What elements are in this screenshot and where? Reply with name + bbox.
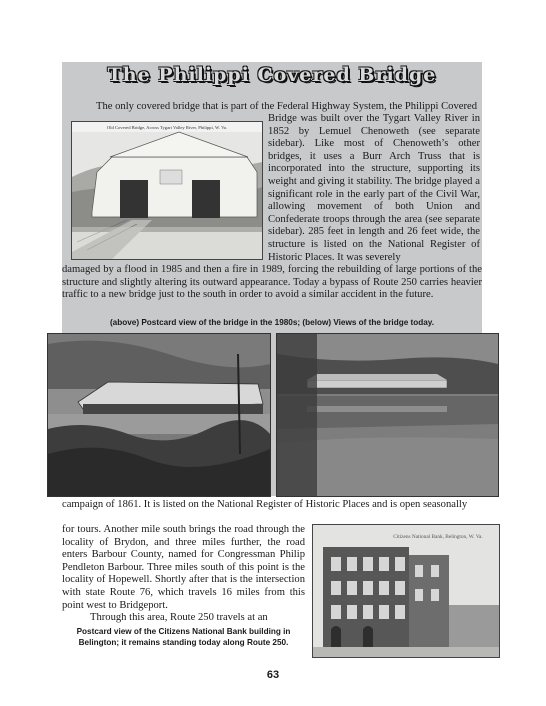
sidebar-wrap-text: Bridge was built over the Tygart Valley River in 1852 by Lemuel Chenoweth (see separate sidebar). Like most of Chenoweth’s other bridges, it uses a Burr Arch Truss that is incorporated into the structure, supporting its weight and giving it stability. The bridge played a significant role in the early part of the Civil War, allowing movement of both Union and Confederate troops through the area (see separate sidebar). 285 feet in length and 26 feet wide, the structure is listed on the National Register of Historic Places. It was severely [268,113,480,263]
body-paragraph-left: for tours. Another mile south brings the road through the locality of Brydon, and three miles further, the road enters Barbour County, named for Congressman Philip Pendleton Barbour. Three miles south of this point is the locality of Hopewell. Shortly after that is the intersection with state Route 76, which travels 16 miles from this point west to Bridgeport. Through this area, Route 250 travels at an [62,524,305,624]
bridge-photo-right [276,333,499,497]
page-title: The Philippi Covered Bridge [107,64,437,86]
body-paragraph-continued: campaign of 1861. It is listed on the National Register of Historic Places and is open seasonally [62,499,468,510]
bridge-photo-left [47,333,271,497]
sidebar-intro-line: The only covered bridge that is part of the Federal Highway System, the Philippi Covered [96,101,477,112]
page-number: 63 [266,669,280,681]
bank-postcard-image [312,524,500,658]
bank-caption: Postcard view of the Citizens National Bank building in Belington; it remains standing today along Route 250. [76,627,291,647]
sidebar-full-text: damaged by a flood in 1985 and then a fire in 1989, forcing the rebuilding of large portions of the structure and slightly altering its outward appearance. Today a bypass of Route 250 carries heavier traffic to a new bridge just to the south in order to avoid a similar accident in the future. [62,264,482,301]
photo-caption: (above) Postcard view of the bridge in the 1980s; (below) Views of the bridge today. [109,318,435,327]
postcard-caption-text: Old Covered Bridge, Across Tygart Valley River, Philippi, W. Va. [106,125,228,130]
bridge-postcard-image [71,121,263,260]
bank-postcard-label: Citizens National Bank, Belington, W. Va. [393,534,483,540]
